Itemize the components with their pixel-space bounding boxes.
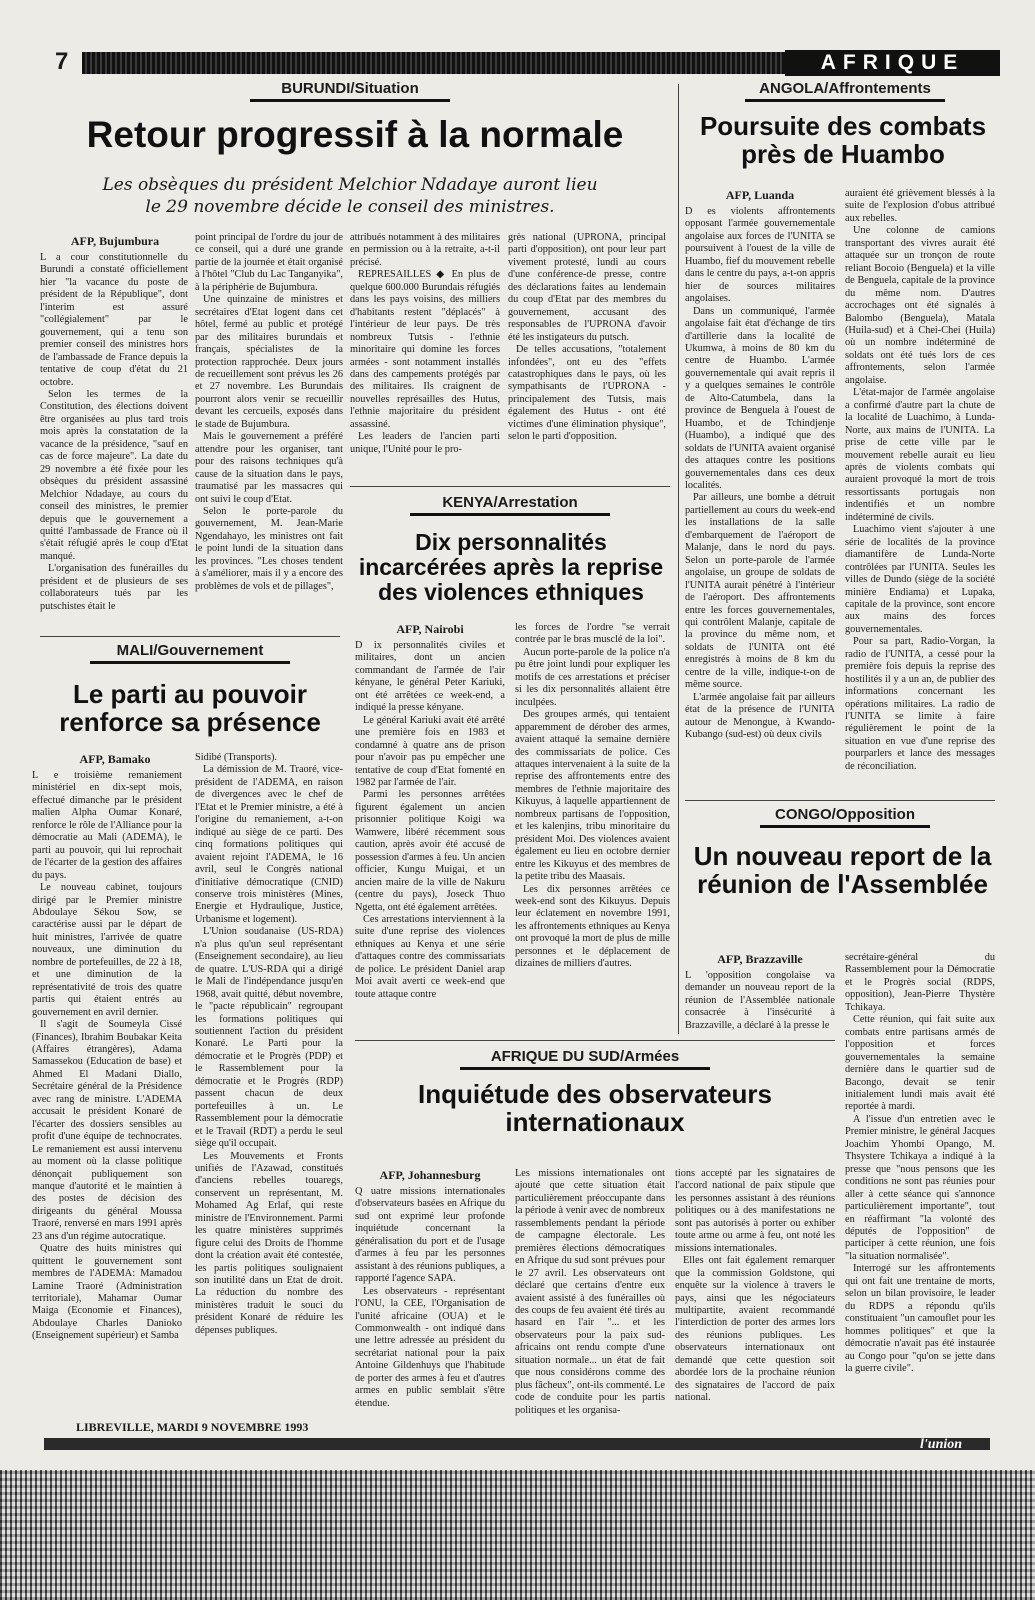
- congo-column-2: secrétaire-général du Rassemblement pour la Démocratie et le Progrès social (RDPS, opposition), Jean-Pierre Thystère Tchikaya. Cette réunion, qui fait suite aux combats entre partisans armés de l'opposition et forces gouvernementales la semaine dernière dans le quartier sud de Bacongo, devait se tenir initialement lundi mais avait été reportée à mardi. A l'issue d'un entretien avec le Premier ministre, le général Jacques Joachim Yhombi Opango, M. Thsystere Tchikaya a indiqué à la presse que "nous pensons que les conditions ne sont pas réunies pour aller à cette séance qui s'annonce particulièrement importante", tout en réaffirmant "la volonté des députés de l'opposition" de participer à cette réunion, une fois "la situation normalisée". Interrogé sur les affrontements qui ont fait une trentaine de morts, selon un bilan provisoire, le leader du RDPS a répondu qu'ils constituaient "un camouflet pour les hommes politiques" et que la démocratie n'avait pas été instaurée au Congo pour "qu'on se jette dans la guerre civile".: [845, 952, 995, 1374]
- burundi-column-2: point principal de l'ordre du jour de ce conseil, qui a duré une grande partie de la journée et était organisé à l'hôtel "Club du Lac Tanganyika", à la périphérie de Bujumbura. Une quinzaine de ministres et secrétaires d'Etat logent dans cet hôtel, fermé au public et protégé par des militaires burundais et français, spécialistes de la protection rapprochée. Deux jours de recueillement sont prévus les 26 et 27 novembre. Les Burundais pourront alors venir se recueillir devant les cercueils, exposés dans le stade de Bujumbura. Mais le gouvernement a préféré attendre pour les organiser, tant pour des raisons techniques qu'à cause de la situation dans le pays, traumatisé par les massacres qui ont suivi le coup d'Etat. Selon le porte-parole du gouvernement, M. Jean-Marie Ngendahayo, les ministres ont fait le point lundi de la situation dans les provinces. "Les choses tendent à s'améliorer, mais il y a encore des problèmes de vols et de pillages",: [195, 232, 343, 592]
- burundi-column-1: L a cour constitutionnelle du Burundi a constaté officiellement hier "la vacance du poste de président de la République", dont l'interim est assuré "collégialement" par le gouvernement, qui a tenu son premier conseil des ministres hors de l'ambassade de France depuis la tentative de coup d'état du 21 octobre. Selon les termes de la Constitution, des élections doivent être organisées au plus tard trois mois après la constatation de la vacance de la présidence, "sauf en cas de force majeure". La date du 29 novembre a été fixée pour les obsèques du président assassiné Melchior Ndadaye, au cours du conseil des ministres, le premier depuis que le gouvernement a quitté l'ambassade de France où il s'était réfugié après le coup d'Etat manqué. L'organisation des funérailles du président et de plusieurs de ses collaborateurs tués par les putschistes était le: [40, 252, 188, 612]
- afrique-sud-headline: Inquiétude des observateurs internationaux: [418, 1079, 772, 1138]
- congo-dateline: AFP, Brazzaville: [717, 952, 803, 966]
- mali-column-1: L e troisième remaniement ministériel en dix-sept mois, effectué dimanche par le président malien Alpha Oumar Konaré, renforce le rôle de l'Alliance pour la démocratie au Mali (ADEMA), le parti au pouvoir, qui lui reprochait de l'écarter de la gestion des affaires du pays. Le nouveau cabinet, toujours dirigé par le Premier ministre Abdoulaye Sékou Sow, se caractérise aussi par le départ de huit ministres, l'arrivée de quatre nouveaux, une diminution du nombre de portefeuilles, de 22 à 18, et une diminution de la représentativité de trois des quatre partis qui étaient entrés au gouvernement en avril dernier. Il s'agit de Soumeyla Cissé (Finances), Ibrahim Boubakar Keita (Affaires étrangères), Adama Samassekou (Education de base) et Ahmed El Madani Diallo, Secrétaire général de la Présidence avec rang de ministre. L'ADEMA accusait le président Konaré de l'écarter des dossiers sensibles au profit d'une équipe de technocrates. Le remaniement est aussi intervenu au moment où la classe politique dénonçait publiquement son manque d'autorité et le maintien à des postes de décision des dirigeants du général Moussa Traoré, renversé en mars 1991 après 23 ans d'un régime autocratique. Quatre des huits ministres qui quittent le gouvernement sont membres de l'ADEMA: Mamadou Lamine Traoré (Administration territoriale), Mahamar Oumar Maiga (Economie et Finances), Abdoulaye Charles Danioko (Enseignement supérieur) et Samba: [32, 770, 182, 1342]
- afrique-sud-column-1: Q uatre missions internationales d'observateurs basées en Afrique du sud ont exprimé leur profonde inquiétude concernant la généralisation du port et de l'usage d'armes à feu par les personnes assistant à des réunions publiques, a rapporté l'agence SAPA. Les observateurs - représentant l'ONU, la CEE, l'Organisation de l'unité africaine (OUA) et le Commonwealth - ont indiqué dans une lettre adressée au président du secrétariat national pour la paix Antoine Gildenhuys que l'habitude de porter des armes à feu et d'autres armes en public semblait s'être étendue.: [355, 1186, 505, 1409]
- newspaper-brand: l'union: [920, 1437, 963, 1452]
- congo-kicker: CONGO/Opposition: [760, 806, 930, 828]
- burundi-dateline: AFP, Bujumbura: [70, 234, 160, 248]
- burundi-deck: Les obsèques du président Melchior Ndadaye auront lieu le 29 novembre décide le conseil des ministres.: [102, 175, 598, 218]
- afrique-sud-column-2: Les missions internationales ont ajouté que cette situation était particulièrement préoccupante dans la période à venir avec de nombreux rassemblements pendant la période de campagne électorale. Les premières élections démocratiques en Afrique du sud sont prévues pour le 27 avril. Les observateurs ont déclaré que certains d'entre eux avaient assisté à des funérailles où des coups de feu avaient été tirés au hasard en l'air "... et les observateurs pour la paix sud-africains ont rendu compte d'une situation normale... un état de fait que nous considérons comme des plus fâcheux", ont-ils commenté. Le code de conduite pour les partis politiques et les organisa-: [515, 1168, 665, 1416]
- column-rule: [678, 84, 679, 1034]
- kenya-column-1: D ix personnalités civiles et militaires, dont un ancien commandant de l'armée de l'air kényane, le général Peter Kariuki, ont été arrêtées ce week-end, a indiqué la presse kényane. Le général Kariuki avait été arrêté une première fois en 1983 et condamné à quatre ans de prison pour n'avoir pas pu empêcher une tentative de coup d'Etat fomenté en 1982 par l'armée de l'air. Parmi les personnes arrêtées figurent également un ancien prisonnier politique Koigi wa Wamwere, libéré récemment sous caution, après avoir été accusé de possession d'armes à feu. Un ancien officier, Kungu Muigai, et un ancien maire de la ville de Nakuru (centre du pays), Joseck Thuo Ngetta, ont été également arrêtées. Ces arrestations interviennent à la suite d'une reprise des violences ethniques au Kenya et une série d'attaques contre des commissariats de police. Le président Daniel arap Moi avait averti ce week-end que toute attaque contre: [355, 640, 505, 1000]
- scan-noise-band: [0, 1470, 1035, 1600]
- kenya-headline: Dix personnalités incarcérées après la reprise des violences ethniques: [358, 529, 664, 605]
- afrique-sud-column-3: tions accepté par les signataires de l'accord national de paix stipule que les personnes assistant à des réunions politiques ou à des manifestations ne sont pas autorisés à porter ou exhiber toute arme ou arme à feu, ont noté les missions internationales. Elles ont fait également remarquer que la commission Goldstone, qui enquête sur la violence à travers le pays, ainsi que les négociateurs multipartite, avaient recommandé l'interdiction de porter des armes lors des réunions publiques. Les observateurs internationaux ont demandé que cette question soit abordée lors de la prochaine réunion des signataires de l'accord de paix national.: [675, 1168, 835, 1404]
- kenya-dateline: AFP, Nairobi: [396, 622, 464, 636]
- burundi-headline: Retour progressif à la normale: [86, 114, 624, 155]
- section-title: AFRIQUE: [785, 50, 1000, 76]
- mali-kicker: MALI/Gouvernement: [90, 642, 290, 664]
- angola-headline: Poursuite des combats près de Huambo: [699, 111, 987, 170]
- footer-date: LIBREVILLE, MARDI 9 NOVEMBRE 1993: [70, 1420, 314, 1435]
- burundi-kicker: BURUNDI/Situation: [250, 80, 450, 102]
- burundi-column-3: attribués notamment à des militaires en permission ou à la retraite, a-t-il précisé. REPRESAILLES ◆ En plus de quelque 600.000 Burundais réfugiés dans les pays voisins, des milliers d'habitants restent "déplacés" à l'intérieur de leur pays. De très nombreux Tutsis - l'ethnie minoritaire qui domine les forces armées - sont notamment installés dans des campements protégés par des militaires. Ils craignent de nouvelles représailles des Hutus, l'ethnie majoritaire du président assassiné. Les leaders de l'ancien parti unique, l'Unité pour le pro-: [350, 232, 500, 455]
- angola-kicker: ANGOLA/Affrontements: [745, 80, 945, 102]
- kenya-column-2: les forces de l'ordre "se verrait contrée par le bras musclé de la loi". Aucun porte-parole de la police n'a pu être joint lundi pour expliquer les motifs de ces arrestations et préciser si les dix personnalités allaient être inculpées. Des groupes armés, qui tentaient apparemment de dérober des armes, avaient attaqué la semaine dernière des commissariats de police. Ces attaques intervenaient à la suite de la reprise des affrontements entre des membres de l'ethnie majoritaire des Kikuyus, à laquelle appartiennent de nombreux partisans de l'opposition, et les kalenjins, tribu minoritaire du président Moi. Des violences avaient également eu lieu en octobre dernier entre les Kikuyus et des membres de la petite tribu des Maasais. Les dix personnes arrêtées ce week-end sont des Kikuyus. Depuis leur éclatement en novembre 1991, les affrontements ethniques au Kenya ont provoqué la mort de plus de mille personnes et le déplacement de dizaines de milliers d'autres.: [515, 622, 670, 970]
- mali-rule: [40, 636, 340, 637]
- congo-rule: [685, 800, 995, 801]
- kenya-kicker: KENYA/Arrestation: [410, 494, 610, 516]
- header-bar: [82, 52, 785, 74]
- burundi-column-4: grès national (UPRONA, principal parti d'opposition), ont pour leur part vivement protesté, lundi au cours d'une conférence-de presse, contre des déclarations faites au lendemain du coup d'Etat par des membres du gouvernement, accusant des responsables de l'UPRONA d'avoir été les instigateurs du putsch. De telles accusations, "totalement infondées", ont eu des "effets catastrophiques dans le pays, où les sympathisants de l'UPRONA - principalement des Tutsis, mais également des Hutus - ont été victimes d'une élimination physique", selon le parti d'opposition.: [508, 232, 666, 443]
- afrique-sud-dateline: AFP, Johannesburg: [379, 1168, 481, 1182]
- angola-column-1: D es violents affrontements opposant l'armée gouvernementale angolaise aux forces de l'UNITA se poursuivent à l'ouest de la ville de Huambo, fief du mouvement rebelle dans le centre du pays, a-t-on appris hier de sources militaires angolaises. Dans un communiqué, l'armée angolaise fait état d'échange de tirs d'artillerie dans la localité de Ukumwa, à moins de 80 km du centre de Huambo. L'armée gouvernementale qui avait repris il y a quelques semaines le contrôle de Alto-Catumbela, dans la province de Benguela à l'ouest de Huambo, et de Tchindjenje (Huambo), a indiqué que des soldats de l'UNITA avaient organisé des attaques contre les positions gouvernementales dans ces deux localités. Par ailleurs, une bombe a détruit partiellement au cours du week-end les installations de la salle d'embarquement de l'aéroport de Malanje, dans le nord du pays. Selon un porte-parole de l'armée angolaise, un groupe de soldats de l'UNITA aurait pénétré à l'intérieur de l'aéroport. Des affrontements entre les forces gouvernementales, qui contrôlent Malanje, capitale de la province du même nom, et soldats de l'UNITA ont été enregistrés à moins de 8 km du centre de la ville, indique-t-on de même source. L'armée angolaise fait par ailleurs état de la présence de l'UNITA autour de Menongue, à Kwando-Kubango (sud-est) où deux civils: [685, 206, 835, 741]
- mali-column-2: Sidibé (Transports). La démission de M. Traoré, vice-président de l'ADEMA, en raison de divergences avec le chef de l'Etat et le Premier ministre, a été à l'origine du remaniement, a-t-on indiqué au siège de ce parti. Des cinq formations politiques qui avaient rejoint l'ADEMA, le 16 avril, seul le Congrès national d'initiative démocratique (CNID) conserve trois ministères (Mines, Energie et Hydraulique, Justice, Urbanisme et logement). L'Union soudanaise (US-RDA) n'a plus qu'un seul représentant (Enseignement secondaire), au lieu de quatre. L'US-RDA qui a dirigé le Mali de l'indépendance jusqu'en 1968, avait quitté, début novembre, le "pacte républicain" regroupant les formations politiques qui soutiennent l'action du président Konaré. Le Parti pour la démocratie et le Progrès (PDP) et le Rassemblement pour la démocratie et le Progrès (RDP) passent chacun de deux portefeuilles à un. Le Rassemblement pour la démocratie et le Travail (RDT) a perdu le seul siège qu'il occupait. Les Mouvements et Fronts unifiés de l'Azawad, constitués d'anciens rebelles touaregs, conservent un représentant, M. Mohamed Ag Erlaf, qui reste ministre de l'Environnement. Parmi les quatre ministères supprimés figure celui des Droits de l'homme dont la création avait été contestée, les partis politiques soulignaient son inutilité dans un Etat de droit. La réduction du nombre des ministères traduit le souci du président Konaré de réduire les dépenses publiques.: [195, 752, 343, 1336]
- page-number: 7: [55, 48, 69, 75]
- mali-headline: Le parti au pouvoir renforce sa présence: [59, 679, 321, 738]
- kenya-rule: [350, 486, 670, 487]
- mali-dateline: AFP, Bamako: [79, 752, 151, 766]
- angola-dateline: AFP, Luanda: [725, 188, 795, 202]
- afrique-sud-rule: [355, 1040, 835, 1041]
- angola-column-2: auraient été grièvement blessés à la suite de l'explosion d'obus attribué aux rebelles. Une colonne de camions transportant des vivres aurait été attaquée sur un tronçon de route reliant Bocoio (Benguela) et la ville de Benguela, capitale de la province du même nom. D'autres accrochages ont été signalés à Balombo (Benguela), Matala (Huila-sud) et à Chei-Chei (Huila) où un nombre indéterminé de soldats ont été tués lors de ces affrontements, selon l'armée angolaise. L'état-major de l'armée angolaise a confirmé d'autre part la chute de la localité de Luachimo, à Lunda-Norte, aux mains de l'UNITA. La prise de cette ville par le mouvement rebelle aurait eu lieu après de violents combats qui auraient provoqué la mort de trois ressortissants portugais non indentifiés et un nombre indéterminé de civils. Luachimo vient s'ajouter à une série de localités de la province diamantifère de Lunda-Norte contrôlées par l'UNITA. Seules les villes de Dundo (siège de la société minière Endiama) et Lupaka, capitale de la province, sont encore aux mains des forces gouvernementales. Pour sa part, Radio-Vorgan, la radio de l'UNITA, a cessé pour la première fois depuis la reprise des hostilités il y a un an, de publier des informations concernant les opérations militaires. La radio de l'UNITA se limite à faire régulièrement le point de la situation en vue d'une reprise des pourparlers et lance des messages de réconciliation.: [845, 188, 995, 772]
- afrique-sud-kicker: AFRIQUE DU SUD/Armées: [460, 1048, 710, 1070]
- congo-headline: Un nouveau report de la réunion de l'Assemblée: [693, 841, 992, 900]
- footer-bar: [44, 1438, 990, 1450]
- congo-column-1: L 'opposition congolaise va demander un nouveau report de la réunion de l'Assemblée nationale consacrée à l'insécurité à Brazzaville, a déclaré à la presse le: [685, 970, 835, 1031]
